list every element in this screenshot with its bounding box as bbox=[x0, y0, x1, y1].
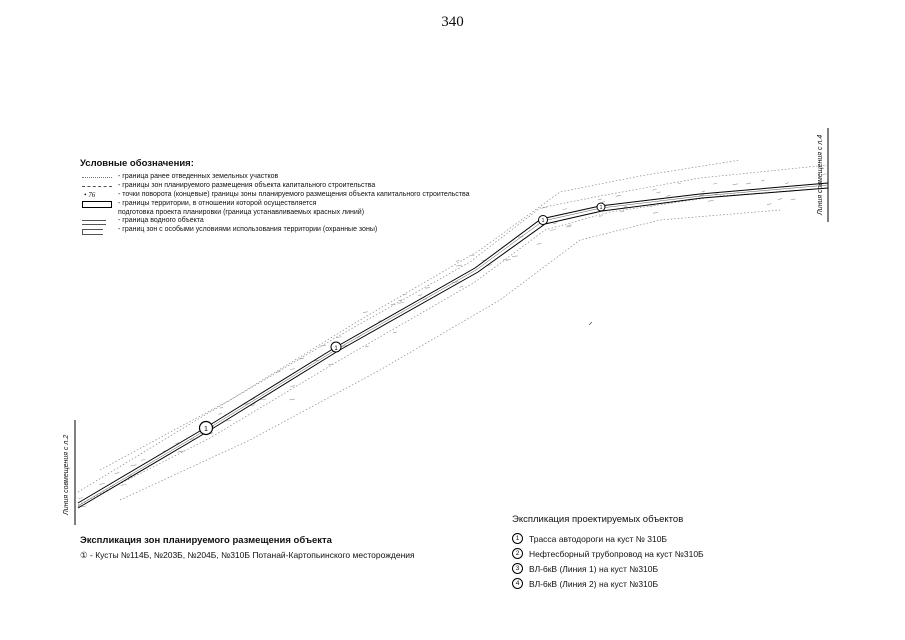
protection-zone-icon bbox=[82, 229, 103, 235]
hatch-mark bbox=[131, 465, 137, 466]
hatch-mark bbox=[785, 183, 789, 184]
hatch-mark bbox=[503, 259, 507, 260]
legend-row-zone-boundary: - границы зон планируемого размещения объекта капитального строительства bbox=[80, 182, 470, 191]
hatch-mark bbox=[261, 399, 267, 400]
dotted-boundary-icon bbox=[82, 177, 112, 178]
hatch-mark bbox=[656, 192, 660, 193]
objects-explication bbox=[512, 514, 704, 591]
svg-text:1: 1 bbox=[541, 218, 545, 224]
hatch-mark bbox=[470, 255, 475, 256]
red-line-boundary-icon bbox=[82, 201, 112, 208]
hatch-mark bbox=[666, 195, 671, 196]
hatch-mark bbox=[567, 225, 572, 226]
hatch-mark bbox=[563, 209, 567, 210]
hatch-mark bbox=[652, 189, 656, 190]
legend-title: Условные обозначения: bbox=[80, 158, 194, 169]
hatch-mark bbox=[363, 312, 368, 313]
hatch-mark bbox=[767, 204, 771, 205]
svg-text:1: 1 bbox=[334, 346, 338, 352]
hatch-mark bbox=[791, 199, 796, 200]
page-number: 340 bbox=[441, 14, 464, 30]
hatch-mark bbox=[426, 287, 430, 288]
water-boundary-icon bbox=[82, 220, 106, 225]
hatch-mark bbox=[566, 226, 571, 227]
objects-explication-title: Экспликация проектируемых объектов bbox=[512, 514, 684, 525]
zone-marker-3 bbox=[539, 216, 548, 225]
hatch-mark bbox=[550, 229, 555, 230]
hatch-mark bbox=[678, 183, 681, 184]
hatch-mark bbox=[320, 345, 326, 346]
object-item: 2 Нефтесборный трубопровод на куст №310Б bbox=[512, 546, 704, 561]
hatch-mark bbox=[553, 223, 557, 224]
hatch-mark bbox=[713, 183, 717, 184]
left-match-line-label: Линия совмещения с л.2 bbox=[63, 434, 70, 515]
hatch-mark bbox=[653, 212, 658, 213]
zones-explication-item: ① - Кусты №114Б, №203Б, №204Б, №310Б Потанай-Картопьинского месторождения bbox=[80, 550, 415, 560]
hatch-mark bbox=[218, 413, 222, 414]
turn-point-icon: • 76 bbox=[84, 191, 96, 199]
hatch-mark bbox=[289, 399, 295, 400]
hatch-mark bbox=[365, 346, 369, 347]
hatch-mark bbox=[537, 243, 542, 244]
hatch-mark bbox=[99, 483, 104, 484]
hatch-mark bbox=[778, 199, 782, 200]
hatch-mark bbox=[459, 286, 463, 287]
hatch-mark bbox=[226, 420, 231, 421]
zones-explication bbox=[80, 535, 415, 561]
hatch-mark bbox=[121, 484, 127, 485]
hatch-mark bbox=[290, 386, 295, 387]
hatch-mark bbox=[702, 191, 705, 192]
object-item: 1 Трасса автодороги на куст № 310Б bbox=[512, 531, 704, 546]
hatch-mark bbox=[456, 265, 462, 266]
hatch-mark bbox=[115, 473, 119, 474]
legend-row-protection-zone: - границ зон с особыми условиями использования территории (охранные зоны) bbox=[80, 226, 470, 235]
object-number-2: 2 bbox=[512, 548, 523, 559]
hatch-mark bbox=[602, 201, 605, 202]
hatch-mark bbox=[733, 184, 738, 185]
zone-marker-2 bbox=[331, 342, 341, 352]
hatch-mark bbox=[398, 300, 402, 301]
object-number-1: 1 bbox=[512, 533, 523, 544]
object-item: 4 ВЛ-6кВ (Линия 2) на куст №310Б bbox=[512, 576, 704, 591]
legend-row-territory: - границы территории, в отношении которой осуществляется подготовка проекта планировки (граница устанавливаемых красных линий) bbox=[80, 200, 470, 217]
hatch-mark bbox=[456, 260, 460, 261]
hatch-mark bbox=[276, 371, 280, 372]
zone-marker-4 bbox=[597, 203, 605, 211]
svg-text:1: 1 bbox=[599, 205, 603, 211]
stray-mark bbox=[589, 322, 592, 325]
hatch-mark bbox=[220, 407, 223, 408]
object-item: 3 ВЛ-6кВ (Линия 1) на куст №310Б bbox=[512, 561, 704, 576]
hatch-mark bbox=[393, 332, 396, 333]
legend-row-land-plots: - граница ранее отведенных земельных участков bbox=[80, 173, 470, 182]
dashed-boundary-icon bbox=[82, 186, 112, 187]
hatch-mark bbox=[141, 459, 146, 460]
legend-row-water: - граница водного объекта bbox=[80, 217, 470, 226]
hatch-mark bbox=[418, 295, 422, 296]
hatch-mark bbox=[506, 259, 511, 260]
hatch-mark bbox=[78, 498, 83, 499]
svg-text:1: 1 bbox=[204, 426, 208, 433]
hatch-mark bbox=[620, 211, 624, 212]
hatch-mark bbox=[761, 180, 764, 181]
zones-explication-title: Экспликация зон планируемого размещения объекта bbox=[80, 535, 332, 546]
hatch-mark bbox=[746, 183, 751, 184]
object-number-4: 4 bbox=[512, 578, 523, 589]
hatch-mark bbox=[624, 206, 627, 207]
legend-row-turn-points: • 76 - точки поворота (концевые) границы зоны планируемого размещения объекта капитального строительства bbox=[84, 191, 470, 199]
hatch-mark bbox=[512, 256, 518, 257]
hatch-mark bbox=[398, 302, 403, 303]
zone-marker-1 bbox=[200, 422, 213, 435]
hatch-mark bbox=[290, 369, 295, 370]
hatch-mark bbox=[708, 200, 714, 201]
right-match-line-label: Линия совмещения с л.4 bbox=[817, 134, 824, 215]
hatch-mark bbox=[599, 215, 602, 216]
legend bbox=[80, 158, 470, 235]
hatch-mark bbox=[598, 199, 602, 200]
hatch-mark bbox=[616, 195, 621, 196]
object-number-3: 3 bbox=[512, 563, 523, 574]
